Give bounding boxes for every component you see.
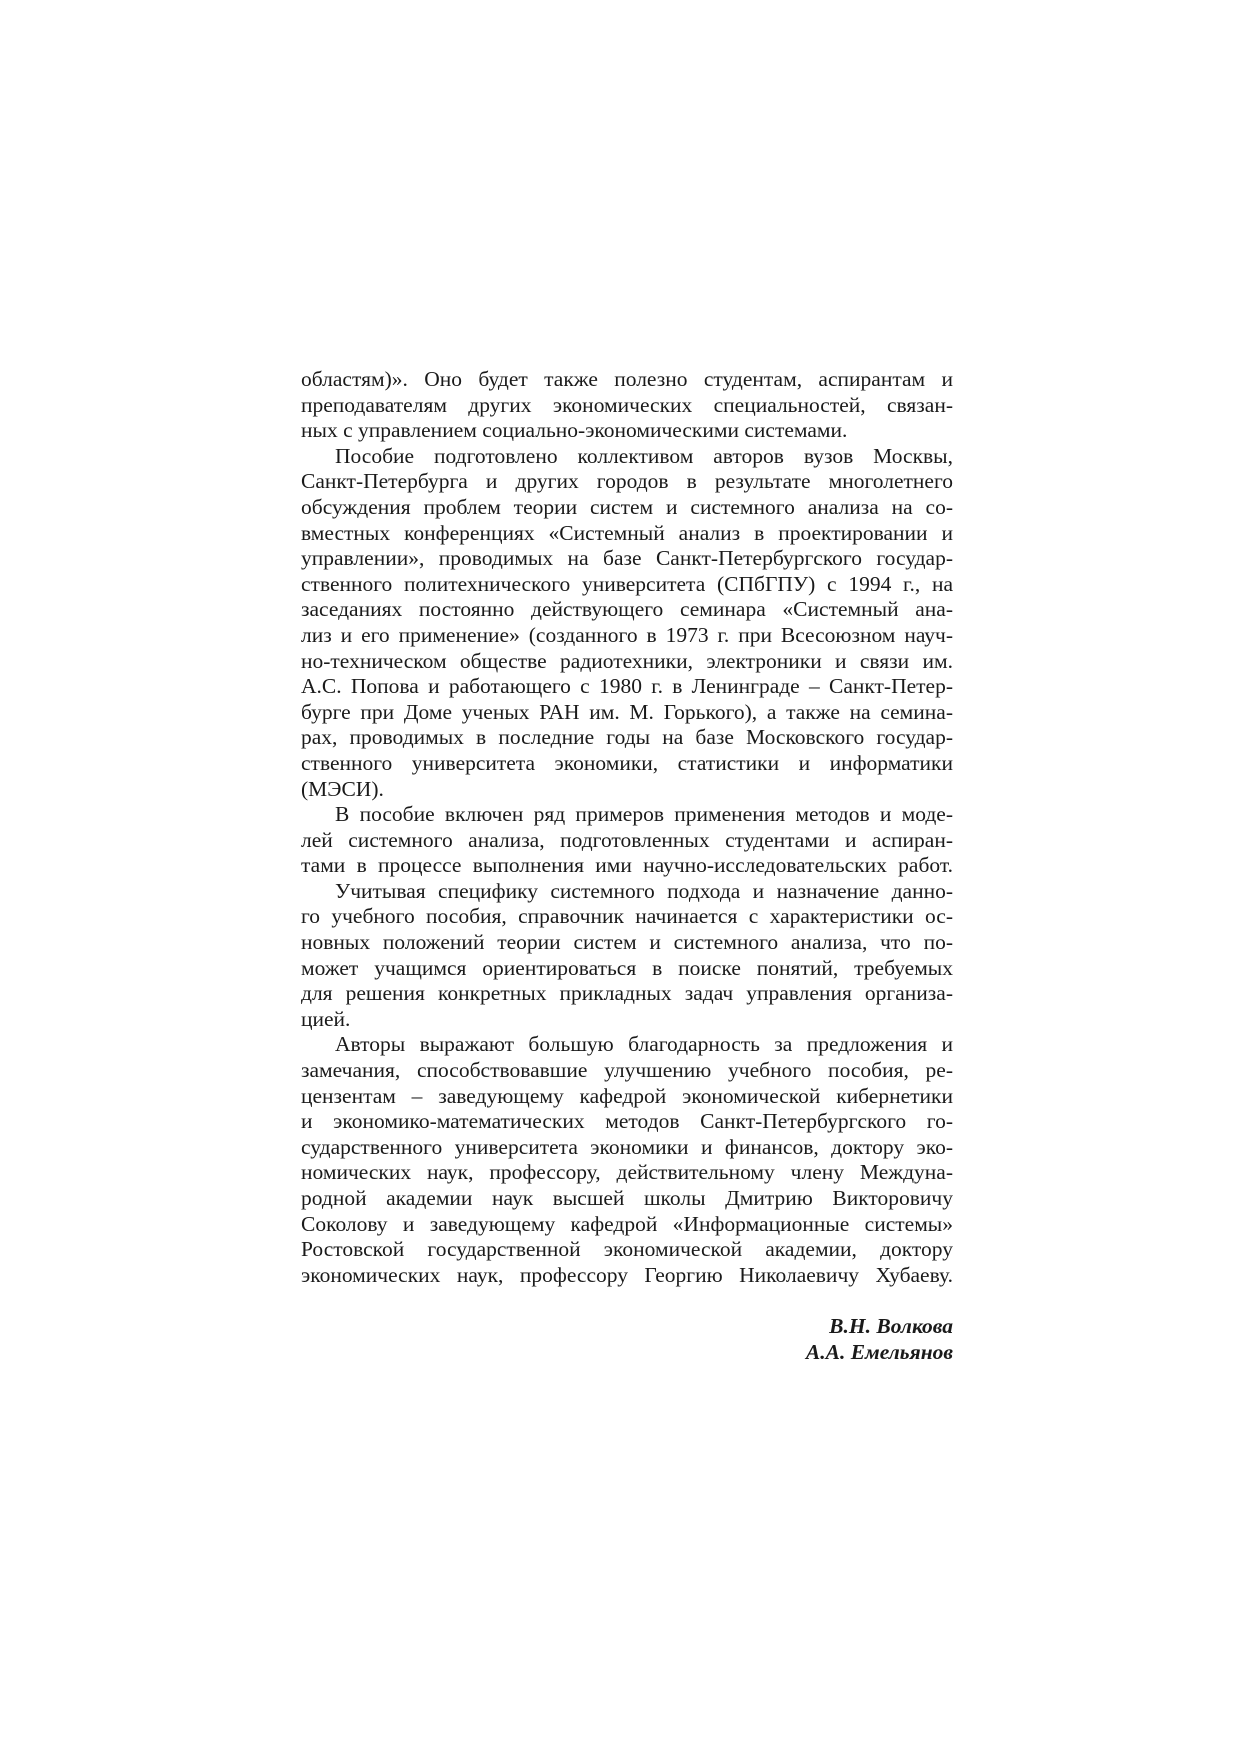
text-line: обсуждения проблем теории систем и системного анализа на со- xyxy=(301,494,953,519)
body-text xyxy=(301,367,953,1288)
text-line: цией. xyxy=(301,1006,351,1031)
text-line: областям)». Оно будет также полезно студентам, аспирантам и xyxy=(301,367,953,391)
text-line: вместных конференциях «Системный анализ в проектировании и xyxy=(301,520,953,545)
text-line: Учитывая специфику системного подхода и назначение данно- xyxy=(335,878,953,903)
author-signatures xyxy=(806,1313,953,1365)
text-line: Ростовской государственной экономической академии, доктору xyxy=(301,1237,953,1262)
paragraph xyxy=(301,879,953,1033)
text-line: го учебного пособия, справочник начинается с характеристики ос- xyxy=(301,904,953,929)
text-line: новных положений теории систем и системного анализа, что по- xyxy=(301,930,953,955)
text-line: для решения конкретных прикладных задач управления организа- xyxy=(301,981,953,1006)
paragraph xyxy=(301,444,953,802)
text-line: бурге при Доме ученых РАН им. М. Горького), а также на семина- xyxy=(301,699,953,724)
text-line: преподавателям других экономических специальностей, связан- xyxy=(301,392,953,417)
text-line: но-техническом обществе радиотехники, электроники и связи им. xyxy=(301,648,953,673)
text-line: А.С. Попова и работающего с 1980 г. в Ленинграде – Санкт-Петер- xyxy=(301,674,953,699)
text-line: рах, проводимых в последние годы на базе Московского государ- xyxy=(301,725,953,750)
paragraph xyxy=(301,802,953,879)
text-line: тами в процессе выполнения ими научно-исследовательских работ. xyxy=(301,853,953,878)
paragraph xyxy=(301,367,953,444)
text-line: ственного политехнического университета (СПбГПУ) с 1994 г., на xyxy=(301,571,953,596)
text-line: В пособие включен ряд примеров применения методов и моде- xyxy=(335,802,953,827)
text-line: Пособие подготовлено коллективом авторов вузов Москвы, xyxy=(335,443,953,468)
text-line: цензентам – заведующему кафедрой экономической кибернетики xyxy=(301,1083,953,1108)
text-line: и экономико-математических методов Санкт-Петербургского го- xyxy=(301,1109,953,1134)
text-line: родной академии наук высшей школы Дмитрию Викторовичу xyxy=(301,1186,953,1210)
text-line: Соколову и заведующему кафедрой «Информационные системы» xyxy=(301,1211,953,1236)
text-line: ственного университета экономики, статистики и информатики xyxy=(301,750,953,775)
text-line: может учащимся ориентироваться в поиске понятий, требуемых xyxy=(301,955,953,980)
text-line: сударственного университета экономики и финансов, доктору эко- xyxy=(301,1134,953,1159)
text-line: экономических наук, профессору Георгию Николаевичу Хубаеву. xyxy=(301,1262,953,1287)
paragraph xyxy=(301,1032,953,1288)
text-line: ных с управлением социально-экономическими системами. xyxy=(301,418,848,443)
text-line: замечания, способствовавшие улучшению учебного пособия, ре- xyxy=(301,1058,953,1083)
text-line: лиз и его применение» (созданного в 1973 г. при Всесоюзном науч- xyxy=(301,622,953,647)
author-name: В.Н. Волкова xyxy=(829,1314,953,1338)
text-line: лей системного анализа, подготовленных студентами и аспиран- xyxy=(301,827,953,852)
text-line: Авторы выражают большую благодарность за предложения и xyxy=(335,1032,953,1057)
text-line: заседаниях постоянно действующего семинара «Системный ана- xyxy=(301,597,953,622)
text-line: номических наук, профессору, действительному члену Междуна- xyxy=(301,1160,953,1185)
text-line: (МЭСИ). xyxy=(301,776,384,801)
author-name: А.А. Емельянов xyxy=(805,1340,953,1364)
text-line: управлении», проводимых на базе Санкт-Петербургского государ- xyxy=(301,546,953,571)
text-line: Санкт-Петербурга и других городов в результате многолетнего xyxy=(301,469,953,494)
